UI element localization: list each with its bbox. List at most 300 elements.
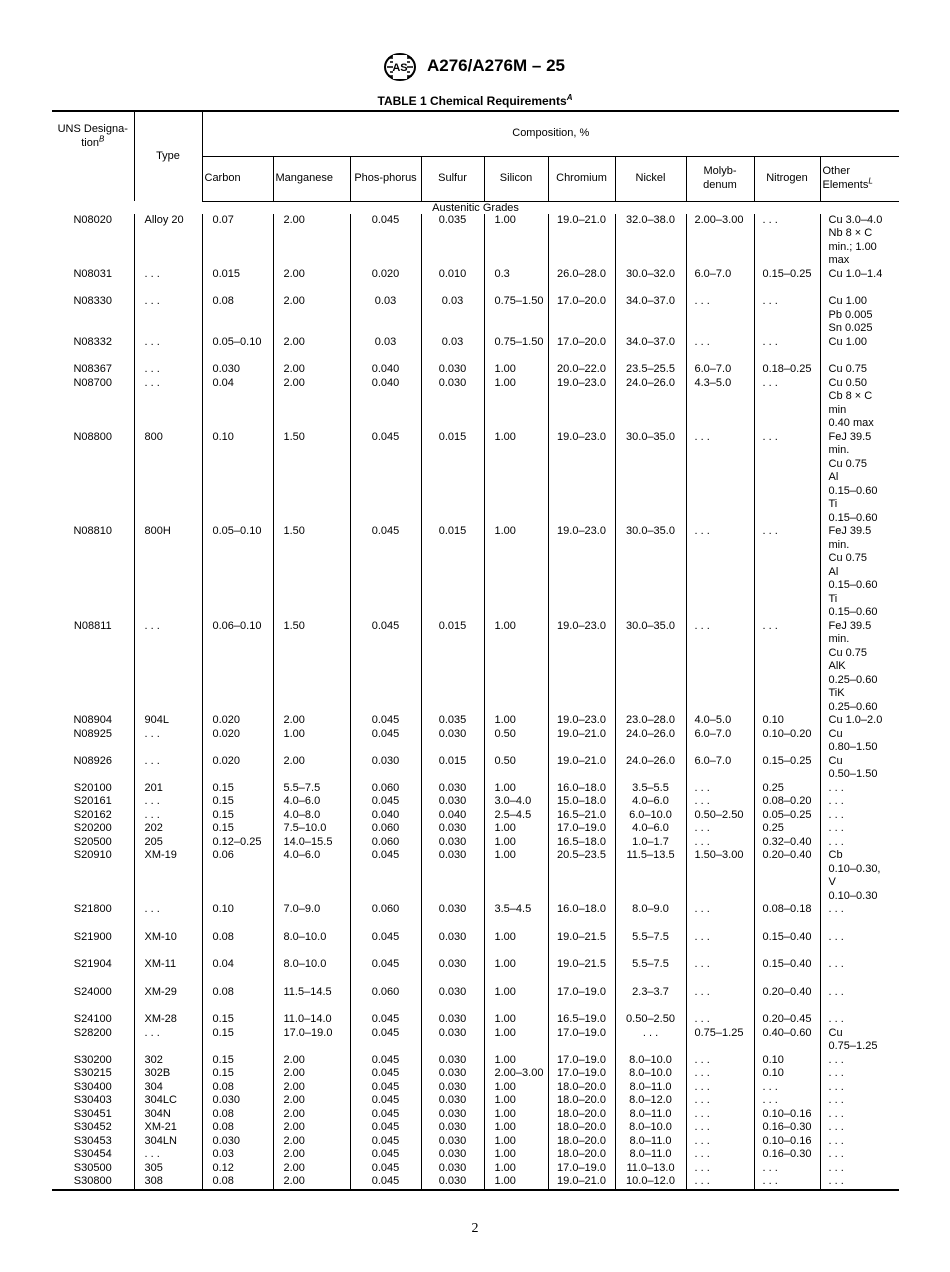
uns-cell: N08330: [52, 295, 134, 336]
chromium-cell: 16.0–18.0: [548, 903, 615, 917]
manganese-cell: 5.5–7.5: [273, 782, 350, 796]
spacer-cell: [484, 917, 548, 931]
type-cell: XM-29: [134, 986, 202, 1000]
phosphorus-cell: 0.045: [350, 1148, 421, 1162]
other-elements-cell: . . .: [828, 1134, 844, 1147]
molybdenum-cell: . . .: [686, 295, 754, 336]
molybdenum-cell: . . .: [686, 525, 754, 620]
phosphorus-cell: 0.040: [350, 809, 421, 823]
chromium-cell: 19.0–23.0: [548, 431, 615, 526]
nickel-cell: 2.3–3.7: [615, 986, 686, 1000]
silicon-cell: 1.00: [484, 363, 548, 377]
carbon-cell: 0.08: [202, 1121, 273, 1135]
table-row: [52, 431, 899, 526]
table-row: [52, 903, 899, 917]
spacer-cell: [548, 917, 615, 931]
table-row: [52, 1013, 899, 1027]
molybdenum-cell: . . .: [686, 1094, 754, 1108]
nickel-cell: 8.0–11.0: [615, 1135, 686, 1149]
chromium-cell: 16.5–21.0: [548, 809, 615, 823]
type-cell: 302: [134, 1054, 202, 1068]
phosphorus-cell: 0.045: [350, 1013, 421, 1027]
uns-cell: S28200: [52, 1027, 134, 1054]
molybdenum-cell: . . .: [686, 795, 754, 809]
nickel-cell: 8.0–11.0: [615, 1081, 686, 1095]
phosphorus-cell: 0.045: [350, 431, 421, 526]
table-row: [52, 525, 899, 620]
chromium-cell: 19.0–21.5: [548, 958, 615, 972]
silicon-cell: 1.00: [484, 1135, 548, 1149]
spacer-cell: [820, 999, 899, 1013]
nitrogen-cell: . . .: [754, 1081, 820, 1095]
uns-cell: S24000: [52, 986, 134, 1000]
spacer-cell: [273, 281, 350, 295]
carbon-cell: 0.05–0.10: [202, 525, 273, 620]
sulfur-cell: 0.030: [421, 377, 484, 431]
spacer-cell: [754, 999, 820, 1013]
nickel-cell: 11.5–13.5: [615, 849, 686, 903]
nitrogen-cell: . . .: [754, 1175, 820, 1190]
chromium-cell: 16.0–18.0: [548, 782, 615, 796]
spacer-cell: [52, 281, 134, 295]
manganese-cell: 2.00: [273, 1175, 350, 1190]
chromium-cell: 20.5–23.5: [548, 849, 615, 903]
nickel-cell: 23.5–25.5: [615, 363, 686, 377]
spacer-row: [52, 944, 899, 958]
other-elements-cell: . . .: [828, 808, 844, 821]
nickel-cell: 4.0–6.0: [615, 822, 686, 836]
molybdenum-cell: . . .: [686, 931, 754, 945]
molybdenum-cell: 1.50–3.00: [686, 849, 754, 903]
header-carbon: Carbon: [202, 156, 273, 201]
table-row: [52, 1108, 899, 1122]
other-elements-cell: . . .: [828, 781, 844, 794]
phosphorus-cell: 0.040: [350, 363, 421, 377]
nitrogen-cell: . . .: [754, 1162, 820, 1176]
silicon-cell: 1.00: [484, 986, 548, 1000]
spacer-cell: [202, 349, 273, 363]
type-cell: . . .: [134, 795, 202, 809]
table-row: [52, 336, 899, 350]
nitrogen-cell: 0.08–0.18: [754, 903, 820, 917]
spacer-cell: [484, 944, 548, 958]
nickel-cell: . . .: [615, 1027, 686, 1054]
manganese-cell: 14.0–15.5: [273, 836, 350, 850]
nickel-cell: 8.0–11.0: [615, 1148, 686, 1162]
spacer-cell: [484, 349, 548, 363]
type-cell: XM-11: [134, 958, 202, 972]
type-cell: 304LN: [134, 1135, 202, 1149]
nitrogen-cell: . . .: [754, 377, 820, 431]
header-manganese: Manganese: [273, 156, 350, 201]
carbon-cell: 0.07: [202, 214, 273, 268]
spacer-cell: [350, 281, 421, 295]
type-cell: . . .: [134, 809, 202, 823]
chromium-cell: 18.0–20.0: [548, 1108, 615, 1122]
spacer-cell: [134, 917, 202, 931]
nickel-cell: 10.0–12.0: [615, 1175, 686, 1190]
table-title: [0, 93, 950, 108]
silicon-cell: 1.00: [484, 1162, 548, 1176]
spacer-cell: [273, 999, 350, 1013]
spacer-cell: [615, 972, 686, 986]
manganese-cell: 2.00: [273, 377, 350, 431]
spacer-cell: [421, 349, 484, 363]
spacer-row: [52, 917, 899, 931]
type-cell: 800H: [134, 525, 202, 620]
other-elements-cell: Cu 0.50–1.50: [828, 754, 878, 780]
uns-cell: N08925: [52, 728, 134, 755]
other-elements-cell: . . .: [828, 1013, 844, 1025]
sulfur-cell: 0.030: [421, 1108, 484, 1122]
type-cell: XM-10: [134, 931, 202, 945]
molybdenum-cell: . . .: [686, 986, 754, 1000]
chromium-cell: 19.0–23.0: [548, 525, 615, 620]
header-uns: UNS Designa-tion$^B$: [52, 111, 134, 201]
chromium-cell: 17.0–19.0: [548, 822, 615, 836]
phosphorus-cell: 0.045: [350, 525, 421, 620]
sulfur-cell: 0.030: [421, 1081, 484, 1095]
spacer-cell: [421, 917, 484, 931]
chromium-cell: 17.0–19.0: [548, 1027, 615, 1054]
sulfur-cell: 0.030: [421, 1121, 484, 1135]
uns-cell: N08800: [52, 431, 134, 526]
sulfur-cell: 0.010: [421, 268, 484, 282]
type-cell: 205: [134, 836, 202, 850]
group-row: [52, 201, 899, 214]
spacer-cell: [686, 944, 754, 958]
table-row: [52, 1067, 899, 1081]
spacer-cell: [548, 972, 615, 986]
carbon-cell: 0.04: [202, 958, 273, 972]
spacer-cell: [686, 917, 754, 931]
nickel-cell: 30.0–35.0: [615, 620, 686, 715]
carbon-cell: 0.06: [202, 849, 273, 903]
silicon-cell: 1.00: [484, 1027, 548, 1054]
silicon-cell: 0.75–1.50: [484, 295, 548, 336]
chromium-cell: 20.0–22.0: [548, 363, 615, 377]
manganese-cell: 4.0–6.0: [273, 849, 350, 903]
table-title-note: A: [566, 93, 573, 102]
manganese-cell: 7.0–9.0: [273, 903, 350, 917]
phosphorus-cell: 0.045: [350, 1135, 421, 1149]
nitrogen-cell: 0.16–0.30: [754, 1148, 820, 1162]
nitrogen-cell: 0.10–0.20: [754, 728, 820, 755]
nitrogen-cell: 0.10: [754, 1054, 820, 1068]
spacer-cell: [202, 999, 273, 1013]
spacer-cell: [202, 917, 273, 931]
sulfur-cell: 0.015: [421, 431, 484, 526]
phosphorus-cell: 0.060: [350, 903, 421, 917]
other-elements-cell: . . .: [820, 1175, 899, 1190]
sulfur-cell: 0.03: [421, 295, 484, 336]
molybdenum-cell: . . .: [686, 822, 754, 836]
spacer-cell: [421, 944, 484, 958]
other-elements-cell: . . .: [828, 1107, 844, 1120]
svg-text:AS: AS: [392, 62, 408, 74]
table-row: [52, 795, 899, 809]
molybdenum-cell: 2.00–3.00: [686, 214, 754, 268]
header-uns-note: B: [98, 134, 105, 144]
other-elements-cell: Cu 1.00 Pb 0.005 Sn 0.025: [828, 295, 873, 334]
phosphorus-cell: 0.045: [350, 1162, 421, 1176]
sulfur-cell: 0.030: [421, 728, 484, 755]
spacer-cell: [754, 349, 820, 363]
nickel-cell: 0.50–2.50: [615, 1013, 686, 1027]
nitrogen-cell: 0.10–0.16: [754, 1135, 820, 1149]
manganese-cell: 8.0–10.0: [273, 931, 350, 945]
spacer-cell: [52, 972, 134, 986]
carbon-cell: 0.12–0.25: [202, 836, 273, 850]
nitrogen-cell: . . .: [754, 336, 820, 350]
uns-cell: S20910: [52, 849, 134, 903]
carbon-cell: 0.15: [202, 809, 273, 823]
molybdenum-cell: . . .: [686, 1121, 754, 1135]
header-sulfur: Sulfur: [421, 156, 484, 201]
other-elements-cell: . . .: [828, 795, 844, 807]
manganese-cell: 1.50: [273, 431, 350, 526]
spacer-cell: [754, 281, 820, 295]
chromium-cell: 15.0–18.0: [548, 795, 615, 809]
spacer-cell: [615, 917, 686, 931]
other-elements-cell: . . .: [828, 930, 844, 943]
nitrogen-cell: . . .: [754, 620, 820, 715]
spacer-cell: [820, 944, 899, 958]
phosphorus-cell: 0.045: [350, 1108, 421, 1122]
silicon-cell: 3.0–4.0: [484, 795, 548, 809]
type-cell: XM-28: [134, 1013, 202, 1027]
type-cell: 304: [134, 1081, 202, 1095]
silicon-cell: 1.00: [484, 1175, 548, 1190]
manganese-cell: 7.5–10.0: [273, 822, 350, 836]
type-cell: 202: [134, 822, 202, 836]
other-elements-cell: Cu 0.80–1.50: [828, 727, 878, 753]
table-row: [52, 1162, 899, 1176]
table-row: [52, 295, 899, 336]
phosphorus-cell: 0.045: [350, 1054, 421, 1068]
carbon-cell: 0.15: [202, 782, 273, 796]
sulfur-cell: 0.035: [421, 214, 484, 268]
spacer-cell: [350, 999, 421, 1013]
silicon-cell: 1.00: [484, 620, 548, 715]
other-elements-cell: Cu 1.00: [828, 335, 868, 348]
uns-cell: S21904: [52, 958, 134, 972]
table-row: [52, 728, 899, 755]
manganese-cell: 17.0–19.0: [273, 1027, 350, 1054]
carbon-cell: 0.020: [202, 728, 273, 755]
uns-cell: S30200: [52, 1054, 134, 1068]
spacer-cell: [134, 281, 202, 295]
spacer-cell: [134, 999, 202, 1013]
phosphorus-cell: 0.045: [350, 728, 421, 755]
spacer-cell: [52, 349, 134, 363]
spacer-row: [52, 999, 899, 1013]
chromium-cell: 18.0–20.0: [548, 1135, 615, 1149]
nitrogen-cell: 0.10–0.16: [754, 1108, 820, 1122]
spacer-cell: [484, 972, 548, 986]
chromium-cell: 18.0–20.0: [548, 1121, 615, 1135]
nickel-cell: 6.0–10.0: [615, 809, 686, 823]
carbon-cell: 0.08: [202, 931, 273, 945]
molybdenum-cell: . . .: [686, 431, 754, 526]
table-row: [52, 1081, 899, 1095]
molybdenum-cell: 0.75–1.25: [686, 1027, 754, 1054]
manganese-cell: 2.00: [273, 1108, 350, 1122]
sulfur-cell: 0.030: [421, 931, 484, 945]
document-designation: A276/A276M – 25: [427, 56, 565, 75]
spacer-cell: [615, 349, 686, 363]
manganese-cell: 1.50: [273, 525, 350, 620]
other-elements-cell: . . .: [828, 835, 844, 848]
manganese-cell: 2.00: [273, 214, 350, 268]
spacer-cell: [548, 349, 615, 363]
molybdenum-cell: 4.0–5.0: [686, 714, 754, 728]
sulfur-cell: 0.030: [421, 1013, 484, 1027]
nitrogen-cell: 0.15–0.40: [754, 931, 820, 945]
silicon-cell: 1.00: [484, 836, 548, 850]
spacer-cell: [820, 917, 899, 931]
carbon-cell: 0.030: [202, 1135, 273, 1149]
manganese-cell: 2.00: [273, 1081, 350, 1095]
phosphorus-cell: 0.045: [350, 1081, 421, 1095]
silicon-cell: 1.00: [484, 1121, 548, 1135]
nickel-cell: 5.5–7.5: [615, 958, 686, 972]
chromium-cell: 19.0–21.0: [548, 214, 615, 268]
phosphorus-cell: 0.060: [350, 782, 421, 796]
sulfur-cell: 0.030: [421, 1148, 484, 1162]
nitrogen-cell: 0.10: [754, 1067, 820, 1081]
chromium-cell: 18.0–20.0: [548, 1094, 615, 1108]
molybdenum-cell: . . .: [686, 1135, 754, 1149]
spacer-cell: [754, 917, 820, 931]
nitrogen-cell: 0.05–0.25: [754, 809, 820, 823]
header-phosphorus: Phos-phorus: [350, 156, 421, 201]
spacer-cell: [615, 281, 686, 295]
type-cell: 304N: [134, 1108, 202, 1122]
header-composition: Composition, %: [202, 111, 899, 156]
chromium-cell: 19.0–21.0: [548, 1175, 615, 1190]
nickel-cell: 23.0–28.0: [615, 714, 686, 728]
other-elements-cell: Cu 0.75: [828, 363, 868, 375]
carbon-cell: 0.10: [202, 903, 273, 917]
uns-cell: S30453: [52, 1135, 134, 1149]
nitrogen-cell: 0.16–0.30: [754, 1121, 820, 1135]
chromium-cell: 19.0–23.0: [548, 714, 615, 728]
uns-cell: S24100: [52, 1013, 134, 1027]
header-nickel: Nickel: [615, 156, 686, 201]
chemical-requirements-table: [52, 110, 899, 1191]
spacer-cell: [548, 281, 615, 295]
nitrogen-cell: 0.20–0.45: [754, 1013, 820, 1027]
molybdenum-cell: 4.3–5.0: [686, 377, 754, 431]
spacer-cell: [273, 944, 350, 958]
table-row: [52, 1121, 899, 1135]
other-elements-cell: Cb 0.10–0.30, V 0.10–0.30: [828, 849, 881, 902]
manganese-cell: 2.00: [273, 268, 350, 282]
uns-cell: S20162: [52, 809, 134, 823]
spacer-cell: [350, 917, 421, 931]
silicon-cell: 2.5–4.5: [484, 809, 548, 823]
sulfur-cell: 0.015: [421, 620, 484, 715]
type-cell: . . .: [134, 728, 202, 755]
carbon-cell: 0.08: [202, 1081, 273, 1095]
molybdenum-cell: 6.0–7.0: [686, 268, 754, 282]
nickel-cell: 8.0–10.0: [615, 1067, 686, 1081]
header-molybdenum: Molyb-denum: [686, 156, 754, 201]
nitrogen-cell: . . .: [754, 525, 820, 620]
nickel-cell: 30.0–35.0: [615, 525, 686, 620]
phosphorus-cell: 0.045: [350, 958, 421, 972]
type-cell: XM-21: [134, 1121, 202, 1135]
uns-cell: S20500: [52, 836, 134, 850]
silicon-cell: 1.00: [484, 849, 548, 903]
nitrogen-cell: 0.18–0.25: [754, 363, 820, 377]
spacer-cell: [548, 944, 615, 958]
phosphorus-cell: 0.03: [350, 295, 421, 336]
nickel-cell: 1.0–1.7: [615, 836, 686, 850]
chromium-cell: 17.0–19.0: [548, 1054, 615, 1068]
uns-cell: N08700: [52, 377, 134, 431]
phosphorus-cell: 0.045: [350, 1094, 421, 1108]
other-elements-cell: Cu 0.75–1.25: [828, 1026, 878, 1052]
phosphorus-cell: 0.045: [350, 1121, 421, 1135]
phosphorus-cell: 0.045: [350, 795, 421, 809]
other-elements-cell: FeJ 39.5 min. Cu 0.75 Al 0.15–0.60 Ti 0.15–0.60: [828, 525, 878, 618]
sulfur-cell: 0.030: [421, 836, 484, 850]
molybdenum-cell: . . .: [686, 958, 754, 972]
nickel-cell: 30.0–35.0: [615, 431, 686, 526]
manganese-cell: 2.00: [273, 755, 350, 782]
nickel-cell: 8.0–12.0: [615, 1094, 686, 1108]
silicon-cell: 1.00: [484, 931, 548, 945]
manganese-cell: 8.0–10.0: [273, 958, 350, 972]
phosphorus-cell: 0.030: [350, 755, 421, 782]
uns-cell: S30403: [52, 1094, 134, 1108]
uns-cell: S30800: [52, 1175, 134, 1190]
silicon-cell: 1.00: [484, 714, 548, 728]
silicon-cell: 0.3: [484, 268, 548, 282]
table-row: [52, 1175, 899, 1190]
sulfur-cell: 0.030: [421, 1027, 484, 1054]
table-row: [52, 836, 899, 850]
uns-cell: S30500: [52, 1162, 134, 1176]
silicon-cell: 1.00: [484, 1081, 548, 1095]
carbon-cell: 0.030: [202, 1094, 273, 1108]
phosphorus-cell: 0.045: [350, 714, 421, 728]
type-cell: 308: [134, 1175, 202, 1190]
type-cell: 201: [134, 782, 202, 796]
type-cell: Alloy 20: [134, 214, 202, 268]
carbon-cell: 0.15: [202, 1013, 273, 1027]
table-row: [52, 755, 899, 782]
carbon-cell: 0.03: [202, 1148, 273, 1162]
chromium-cell: 18.0–20.0: [548, 1081, 615, 1095]
molybdenum-cell: . . .: [686, 903, 754, 917]
table-row: [52, 986, 899, 1000]
spacer-cell: [202, 281, 273, 295]
nitrogen-cell: 0.10: [754, 714, 820, 728]
carbon-cell: 0.08: [202, 986, 273, 1000]
astm-logo-icon: [382, 52, 418, 82]
sulfur-cell: 0.030: [421, 958, 484, 972]
manganese-cell: 1.50: [273, 620, 350, 715]
carbon-cell: 0.08: [202, 1108, 273, 1122]
carbon-cell: 0.12: [202, 1162, 273, 1176]
type-cell: 305: [134, 1162, 202, 1176]
chromium-cell: 19.0–23.0: [548, 620, 615, 715]
nitrogen-cell: 0.25: [754, 782, 820, 796]
other-elements-cell: . . .: [828, 1121, 844, 1133]
